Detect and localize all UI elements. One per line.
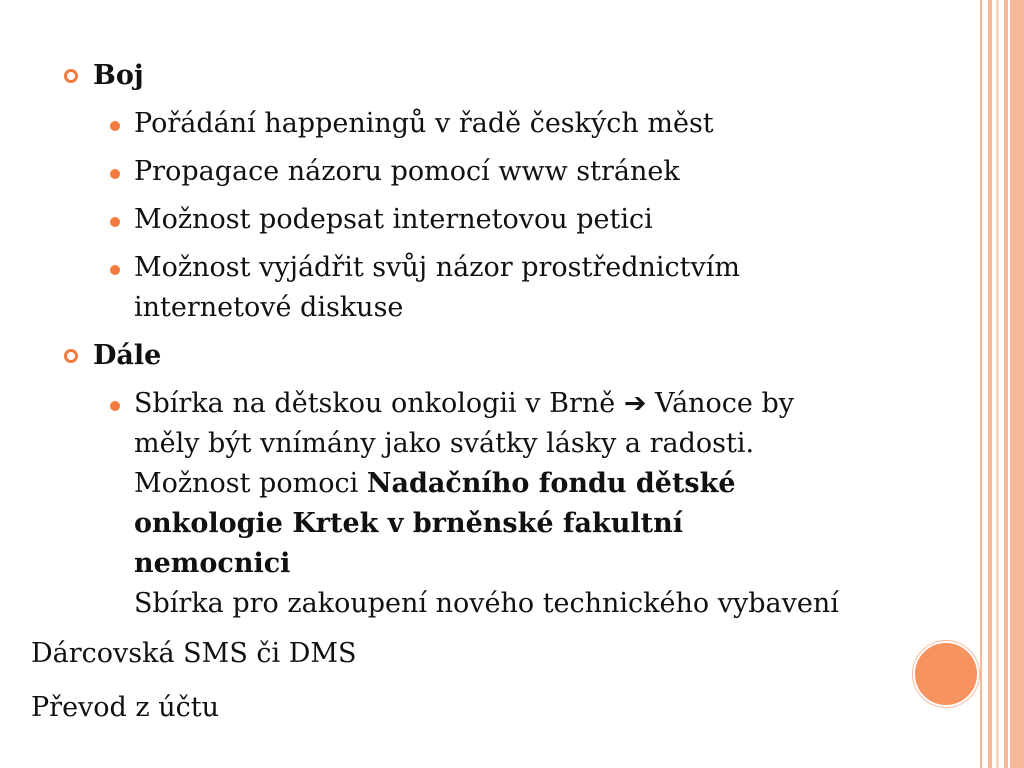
dot-bullet-icon [110, 265, 120, 275]
dot-bullet-icon [110, 217, 120, 227]
dot-bullet-icon [110, 401, 120, 411]
item-line [134, 464, 962, 504]
arrow-right-icon: ➔ [623, 388, 647, 419]
list-item [62, 200, 962, 240]
item-text: měly být vnímány jako svátky lásky a radosti. [134, 428, 755, 459]
item-text: Možnost pomoci [134, 468, 359, 499]
dot-bullet-icon [110, 169, 120, 179]
plain-line: Převod z účtu [31, 692, 219, 723]
list-item-text: Pořádání happeningů v řadě českých měst [134, 108, 714, 139]
item-text: Sbírka pro zakoupení nového technického vybavení [134, 588, 839, 619]
item-bold-text: Nadačního fondu dětské [366, 468, 736, 499]
slide-content [31, 56, 962, 742]
ring-bullet-icon [64, 349, 78, 363]
decorative-stripes [980, 0, 1024, 768]
list-item-text: internetové diskuse [134, 292, 404, 323]
plain-line: Dárcovská SMS či DMS [31, 638, 357, 669]
item-text: Sbírka na dětskou onkologii v Brně [134, 388, 616, 419]
item-text: Vánoce by [655, 388, 795, 419]
item-bold-text: nemocnici [134, 548, 291, 579]
list-item [62, 152, 962, 192]
heading-text: Dále [93, 340, 162, 371]
ring-bullet-icon [64, 69, 78, 83]
dot-bullet-icon [110, 121, 120, 131]
list-item-text: Možnost vyjádřit svůj názor prostřednictvím [134, 252, 741, 283]
list-item-text: Propagace názoru pomocí www stránek [134, 156, 680, 187]
list-item [62, 104, 962, 144]
item-line [134, 384, 962, 424]
section-heading-dale [62, 336, 962, 376]
list-item-text: Možnost podepsat internetovou petici [134, 204, 653, 235]
list-item [62, 384, 962, 624]
section-heading-boj [62, 56, 962, 96]
item-bold-text: onkologie Krtek v brněnské fakultní [134, 508, 683, 539]
heading-text: Boj [93, 60, 144, 91]
list-item [62, 248, 962, 328]
